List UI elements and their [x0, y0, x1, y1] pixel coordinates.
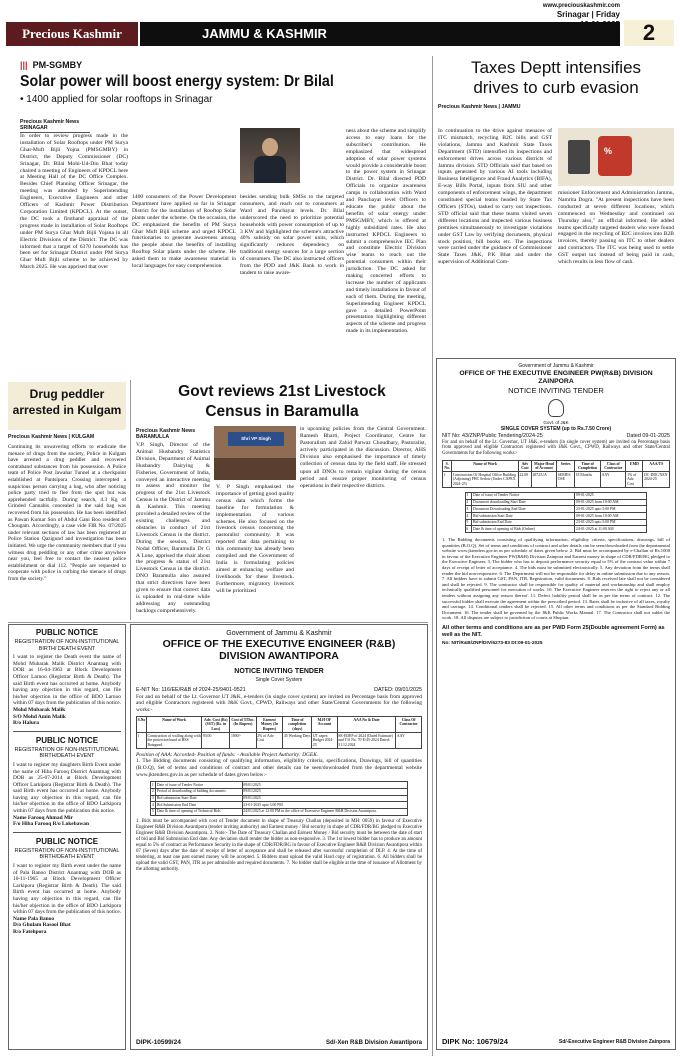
table-cell: AAY: [396, 733, 422, 749]
solar-col2: 1400 consumers of the Power Development Department have applied so far in Srinagar District for the installation of Rooftop Solar plants under the scheme. On the occasion, the DC emphasized the benefits of PM Surya Ghar Muft Bijli scheme and urged KPDCL functionaries to generate awareness among the people about the benefits of installing Rooftop Solar plants under the scheme. He asked them to make awareness material in local languages for easy comprehension: [132, 194, 236, 270]
table-cell: AAY: [601, 472, 626, 488]
tax-headline-1: Taxes Deptt intensifies: [470, 58, 642, 77]
table-cell: 93.00: [202, 733, 230, 749]
solar-photo: [240, 128, 300, 183]
table-header-cell: Class Of Contractor: [396, 717, 422, 733]
zn-terms: 1. The Bidding documents consisting of qualifying information, eligibility criteria, specifications, drawings, bill of quantities (B.O.Q), Set of terms and conditions of contract and other details can be seen/downloaded from the departmental website www.jktenders.gov.in as per schedule of dates given below. 2. Bid must be accompanied by e-Challan of Rs.1000 in favour of the Executive Engineer PW(R&B) Division Zainpora and Earnest money in shape of CDR/FDR/BG pledged to the Executive Engineer. 3. The bidder who has to deposit performance security equal to 5% of the contract value within 7 days of receipt of letter of acceptance. 4. The bids must be submitted electronically. 5. Any deviation from the terms shall render the bid non-responsive. 6. The Department will not be responsible for delay in online submission due to any reason. 7. All bidders have to submit GST, PAN, ITR, Registration, valid documents. 8. Bids received late shall not be considered and shall be rejected. 9. The contractor shall be responsible for quality of material and workmanship and shall employ technically qualified personnel for execution of works. 10. The Executive Engineer reserves the right to reject any or all tenders without assigning any reason thereof. 11. Defect liability period shall be as per the terms of contract. 12. The successful bidder shall execute the agreement within the prescribed period. 13. Rates shall be inclusive of all taxes, royalty and carriage. 14. Conditional tenders shall be rejected. 15. All other terms and conditions as per the Standard Bidding Document. 16. The tender shall be governed by the J&K Public Works Manual. 17. The Contractor shall not sublet the work. 18. All disputes are subject to jurisdiction of courts at Shopian.: [442, 536, 670, 621]
drug-body: Continuing its unwavering efforts to eradicate the menace of drugs from the society, Police in Kulgam have arrested a drug peddler and recovered contraband substances from his possession. A Police team of Police Post Jawahar Tunnel at a checkpoint established at Pantsipora Crossing intercepted a suspicious person carrying a bag, who after noticing police party tried to flee from the spot but was apprehended tactfully. During search, 4.3 Kg of Grinded Cannabis concealed in the said bag was recovered from his possession. He has been identified as Pawan Kumar Son of Abdul Gani Boo resident of Chougam. Accordingly, a case vide FIR No. 07/2025 under relevant sections of law has been registered at Police Station Qazigund and investigation has been initiated. We urge the community members that if you witness drug peddling or any other crime anywhere near you, feel free to contact the nearest police establishment or dial 112. "People are requested to cooperate with police in curbing the menace of drugs from the society.": [8, 444, 126, 582]
table-cell: Document Downloading End Date: [472, 506, 575, 513]
table-cell: 09/01/2025: [242, 788, 407, 795]
table-cell: 1: [443, 472, 452, 488]
notice-header-2: PUBLIC NOTICE: [35, 735, 99, 745]
awn-sub: Single Cover System: [255, 677, 303, 683]
table-header-cell: Major Head of Account: [532, 460, 557, 471]
awn-sign: Sd/-Xen R&B Division Awantipora: [325, 1040, 422, 1046]
drug-headline-box: [8, 382, 126, 430]
notice-1-title: REGISTRATION OF NON-INSTITUTIONAL BIRTH/ DEATH EVENT: [14, 639, 120, 652]
notice-2-sign: Name Farooq Ahmad Mir F/o Hiba Farooq R/o Lokebawan: [13, 814, 89, 828]
table-header-cell: Time of completion (days): [283, 717, 312, 733]
zn-nit-line: NIT No: 43/ZNP/Public Tendering/2024-25 Dated 09-01-2025: [442, 433, 670, 439]
table-cell: 09/01/2025: [242, 782, 407, 789]
table-cell: UT capex Budget 2024-25: [312, 733, 337, 749]
vertical-divider: [432, 56, 433, 1056]
tax-story: [438, 58, 674, 110]
awn-dates-table: [150, 781, 407, 815]
table-header-cell: M.H OF Account: [312, 717, 337, 733]
notice-1-sign: Mohd Mubarak Malik S/O Mohd Amin Malik R/o Halura: [13, 706, 66, 727]
table-cell: 2% of Adv. Cost: [256, 733, 283, 749]
table-header-cell: AAA/TS: [643, 460, 670, 471]
emblem-icon: [548, 399, 564, 417]
livestock-story: [136, 382, 428, 422]
awn-title: NOTICE INVITING TENDER: [234, 668, 324, 675]
table-header-cell: Cost of T/Doc. (In Rupees): [230, 717, 256, 733]
table-cell: Construction of walling along with the protection bund at HSS Batagund.: [147, 733, 201, 747]
table-header-cell: AAA No & Date: [337, 717, 396, 733]
livestock-banner: Shri VP Singh: [228, 432, 284, 446]
awn-p2: 1. Bids must be accompanied with cost of Tender document in shape of Treasury Challan (deposited in MH: 0059) in favour of Executive Engineer R&B Division Awantipora (tender inviting authority) and Earnest money / Bid security in shape of CDR/FDR/BG pledged to Executive Engineer R&B Division Awantipora. 2. Note:- The Date of Treasury Challan and Earnest Money / Bid security must be between the date of start of bid and Bid Submission End date. Any deviation shall render the bidder as non-responsive. 3. The 1st lowest bidder has to produce an amount equal to 5% of contract as Performance Security in the shape of CDR/FDR/BG in favour of Executive Engineer R&B Division Awantipora within 07 (Seven) days after the date of receipt of letter of acceptance and shall be released after successful completion of DLP. 4. At the time of tendering, at least one past earned money will be accepted. 5. Bidders must upload the valid Hard copy of registration. 6. All bidders shall be upload the valid GST, PAN, ITR as per admissible and required documents. 7. No bidder shall be eligible at the time of issuance of Allotment by the allotting authority.: [136, 818, 422, 872]
zn-title: NOTICE INVITING TENDER: [508, 386, 604, 395]
table-cell: 4872/UA: [532, 472, 557, 488]
solar-kicker: ||| PM-SGMBY: [20, 60, 83, 70]
table-cell: 23-01-2025 upto 5:00 PM: [575, 519, 647, 526]
table-header-cell: S.No: [137, 717, 147, 733]
table-header-cell: Series: [557, 460, 575, 471]
table-cell: Bid Submission End Date: [156, 802, 242, 809]
notice-2-body: I want to register my daughters Birth Event under the name of Hiba Farooq District Anantnag with DOB as 25-07-2014 at Block Development Officer Larkipora (Registrar Birth & Death). The said Birth event has occurred at home. Anybody having any objection in this regard, can file his/her objection in the office of BDO Larkipora within 07 days from the publication this notice.: [13, 761, 121, 815]
date-row: [151, 795, 407, 802]
table-cell: 4: [465, 512, 472, 519]
livestock-col2: V. P Singh emphasised the importance of getting good quality census data which forms the baseline for formulation & implementation of various schemes. He also focused on the livestock census concerning the pastoralist community. It was reported that data pertaining to this community has already been compiled and the Government of India is formulating policies aimed at enhancing welfare and livelihoods for these livestock. Furthermore, migratory livestock will be prioritized: [216, 484, 294, 594]
livestock-col1: V.P. Singh, Director of the Animal Husbandry Statistics Division, Department of Animal Husbandry Dairying & Fisheries, Government of India, conveyed an interactive meeting to assess and monitor the progress of the 21st Livestock Census in the District of Jammu & Kashmir. This meeting provided a detailed review of the existing challenges and obstacles in conduct of 21st Livestock Census in the district. During the session, District Nodal Officer, Baramulla Dr G A Lone, apprised the chair about the progress & status of 21st Livestock Census in the district. DNO Baramulla also assured that strict directives have been given to ensure that correct data is uploaded in real-time while addressing any outstanding backlogs comprehensively.: [136, 442, 210, 614]
zn-sub: SINGLE COVER SYSTEM (up to Rs.7.50 Crore): [500, 426, 612, 432]
solar-col4-text: ness about the scheme and simplify access to easy loans for the subscriber's contribution. He emphasized that widespread adoption of solar power systems would provide a considerable boost to the power system in Srinagar District. Dr. Bilal directed PDD Officials to organize awareness camps in collaboration with Ward and Panchayat level Officers to educate the public about the benefits of solar energy under PMSGMBY, which is offered at highly subsidized rates. He also instructed KPDCL Engineers to submit a comprehensive IEC Plan and constitute Electric Division wise teams to reach out the potential consumers within their jurisdiction.: [346, 128, 426, 273]
date-line: Srinagar | Friday: [556, 10, 620, 19]
table-cell: 3: [151, 796, 154, 801]
tax-col1: In continuation to the drive against menaces of ITC mismatch, recycling B2C bills and GST violations, Jammu and Kashmir State Taxes Department (STD) intensified its inspections and enforcement drives across various districts of Jammu division. STD Officials said that based on inputs generated by various AI tools including Business Intelligence and Fraud Analytics (BIFA), E-way Bills Portal, inputs from SIU and other components of enforcement wings, the department constituted special teams headed by State Tax Officers (STOs), tasked to carry out inspections. STD official said that these teams visited seven different locations and inspected various business premises simultaneously to investigate violations under GST Law by verifying documents, physical stock position, bill books etc. The inspections were carried under the guidance of Commissioner State Taxes J&K, P.K Bhat and under the supervision of Additional Com-: [438, 128, 552, 266]
date-row: [151, 802, 407, 809]
table-cell: Date of issue of Tender Notice: [156, 782, 242, 789]
awn-p1: 1. The Bidding documents consisting of qualifying information, eligibility criteria, specifications, Drawings, bill of quantities (B.O.Q), Set of terms and conditions of contract and other details can be seen/downloaded from the departmental website www.jktenders.gov.in as per schedule of dates given below:-: [136, 758, 422, 778]
table-cell: 09-01-2025 from 10:00 AM: [575, 512, 647, 519]
table-cell: Date & time of opening of Bids (Online): [472, 526, 575, 533]
notice-header-1: PUBLIC NOTICE: [35, 628, 99, 637]
h-divider: [8, 622, 428, 623]
table-cell: 3: [465, 506, 472, 513]
date-row: [151, 782, 407, 789]
notice-3-sign: Name Pala Banoo D/o Ghulam Rasool Bhat R/o Fatehpora: [13, 915, 71, 935]
solar-col3: besides sending bulk SMSs to the targeted consumers, and reach out to consumers at Ward and Panchayat levels. Dr. Bilal underscored the need to prioritize potential households with power consumption of up to 3 KW and highlighted the scheme's attractive 40% subsidy on solar power units, which significantly reduces dependency on traditional energy sources for a large section of consumers. The DC also instructed officers from the PDD and J&K Bank to work in tandem to raise aware-: [240, 194, 344, 276]
table-cell: Date of issue of Tender Notice: [472, 492, 575, 499]
date-row: [465, 526, 646, 533]
date-row: [465, 512, 646, 519]
table-cell: 45 Working Days: [283, 733, 312, 749]
solar-headline: Solar power will boost energy system: Dr Bilal: [20, 73, 334, 90]
table-cell: Date & time of opening of Technical Bids: [156, 808, 242, 815]
zn-sign: Sd/-Executive Engineer R&B Division Zainpora: [558, 1039, 670, 1045]
table-cell: Bid submission End Date: [472, 519, 575, 526]
table-cell: Bid submission Start Date: [156, 795, 242, 802]
table-cell: DC-DDC/XEN 2024-25: [643, 472, 670, 488]
awn-intro: For and on behalf of the Lt. Governor UT J&K, e-tenders (in single cover system) are invited on Percentage basis from approved and eligible Contractors registered with J&K Govt., CPWD, Railways and other State/Central Governments for the following works:-: [136, 693, 422, 713]
section-name: JAMMU & KASHMIR: [140, 22, 620, 46]
table-cell: 5: [151, 809, 154, 814]
table-cell: 1: [465, 492, 472, 499]
awn-gov: Government of Jammu & Kashmir: [226, 630, 332, 637]
solar-col5-text: The DC asked for making concerted efforts to increase the number of applicants and timely installations in favour of each of them. During the meeting, Superintending Engineer KPDCL gave a detailed PowerPoint presentation highlighting different aspects of the scheme and progress made in its implementation.: [346, 266, 427, 335]
date-row: [151, 808, 407, 815]
zn-works-table: [442, 460, 670, 488]
solar-dateline: SRINAGAR: [20, 125, 90, 133]
date-row: [151, 788, 407, 795]
awn-position: Position of AAA: Accorded- Position of funds: - Available Project Authority: DGEK.: [136, 751, 319, 758]
table-cell: 6: [465, 526, 472, 533]
drug-byline: Precious Kashmir News | KULGAM: [8, 434, 95, 440]
tax-col2: missioner Enforcement and Administration Jammu, Namrita Dogra. "At present inspections have been conducted at seven different locations, which commenced on Wednesday and continued on Thursday also," an official informed. He added teams specifically targeted dealers who were found engaged in the recycling of B2C invoices into B2B invoices, thereby passing on ITC to other dealers and contractors. The ITC was being used to settle GST output tax instead of being paid in cash, which results in less flow of cash.: [558, 190, 674, 266]
tender-zainpora: [436, 358, 676, 1050]
table-cell: 23-01-2025 upto 5:00 PM: [575, 506, 647, 513]
table-cell: 2: [465, 499, 472, 506]
table-cell: 2: [151, 789, 154, 794]
table-cell: 5: [465, 519, 472, 526]
brand-logo: Precious Kashmir: [6, 22, 138, 46]
awn-nit-line: E-NIT No: 116/EE/R&B of 2024-25/9401-9521 DATED: 09/01/2025: [136, 687, 422, 693]
table-cell: 09-01-2025: [575, 492, 647, 499]
awn-division: DIVISION AWANTIPORA: [219, 650, 339, 662]
awn-works-table: [136, 716, 422, 748]
drug-headline: Drug peddler arrested in Kulgam: [12, 387, 122, 417]
table-cell: 1000/-: [230, 733, 256, 749]
tax-photo: [558, 128, 674, 186]
zn-gov-sub: Govt. of J&K: [543, 420, 569, 425]
notice-1-body: I want to register the Death event the name of Mohd Mubarak Malik District Anantnag with DOB as 16-04-1963 at Block Development Officer Larnoo (Registrar Birth & Death). The said Birth event has occurred at home. Anybody having any objection in this regard, can file his/her objection in the office of BDO Larnoo within 07 days from the publication of this notice.: [13, 654, 121, 707]
page-number: 2: [624, 20, 674, 46]
zn-dipk: DIPK No: 10679/24: [442, 1037, 508, 1046]
notice-2-title: REGISTRATION OF NON-INSTITUTIONAL BIRTH/DEATH EVENT: [14, 746, 120, 760]
tender-awantipora: [130, 624, 428, 1050]
table-header-cell: Name of Work: [452, 460, 519, 471]
table-cell: 24-01-2025 at 11:00 AM: [575, 526, 647, 533]
zn-final: All other terms and conditions are as per PWD Form 25(Double agreement Form) as well as the NIT.: [442, 624, 665, 638]
livestock-headline-2: Census in Baramulla: [205, 403, 359, 420]
table-cell: Period of downloading of bidding documents: [156, 788, 242, 795]
solar-col-right: [346, 128, 426, 378]
table-cell: 1% of Adv. Cost: [626, 472, 643, 488]
public-notices: [8, 624, 126, 1050]
table-cell: 1: [137, 733, 147, 749]
date-row: [465, 519, 646, 526]
tax-tag-icon: %: [604, 146, 613, 156]
table-cell: 4: [151, 802, 154, 807]
table-cell: 24/01/2025 at 12:00 PM in the office of Executive Engineer R&B Division Awantipora.: [242, 808, 407, 815]
notice-3-title: REGISTRATION OF NON-INSTITUTIONAL BIRTH/DEATH EVENT: [14, 847, 120, 861]
livestock-headline-1: Govt reviews 21st Livestock: [178, 383, 386, 400]
table-cell: 1: [151, 782, 154, 787]
tax-byline: Precious Kashmir News | JAMMU: [438, 104, 521, 110]
zn-office: OFFICE OF THE EXECUTIVE ENGINEER PW(R&B) DIVISION ZAINPORA: [459, 370, 653, 385]
table-header-cell: Adv Cost: [518, 460, 531, 471]
tax-headline-2: drives to curb evasion: [473, 78, 639, 97]
zn-dates-table: [465, 492, 647, 533]
date-row: [465, 506, 646, 513]
table-cell: Construction Of Hospital Office Building (Adjoining) PHC Sedow (Under CAPEX 2024-25): [452, 472, 519, 488]
table-cell: 09/01/2025: [242, 795, 407, 802]
masthead: [0, 0, 680, 46]
table-header-cell: S. No.: [444, 461, 450, 471]
solar-byline: Precious Kashmir News: [20, 119, 80, 125]
table-header-cell: Class of Contractor: [601, 460, 626, 471]
website[interactable]: www.preciouskashmir.com: [542, 3, 620, 9]
table-header-cell: Name of Work: [146, 717, 201, 733]
date-row: [465, 499, 646, 506]
table-cell: Document downloading Start Date: [472, 499, 575, 506]
livestock-col3: in upcoming policies from the Central Government. Ramesh Bharti, Project Coordinator, Centre for Pastoralism and Zahid Parwaz Choudhary, Pastoralist, actively participated in the discussion. Director, AHS Division also emphasised the importance of timely collection of census data by the field staff. He stressed upon all DNOs to remain vigilant during the census period and ensure proper monitoring of census operations in their respective districts.: [300, 426, 426, 489]
table-cell: 09-01-2025 from 10:00 AM: [575, 499, 647, 506]
solar-col1: In order to review progress made in the installation of Solar Rooftops under PM Surya Ghar-Muft Bijli Yojna (PMSGMBY) in District, the Deputy Commissioner (DC) Srinagar, Dr. Bilal Mohi-Ud-Din Bhat today chaired a meeting of Engineers of KPDCL here at Meeting Hall of the DC Office Complex. Besides Chief Planning Officer Srinagar, the meeting was attended by Superintending Engineers, Executive Engineers and other Officers of Kashmir Power Distribution Corporation Limited (KPDCL). At the outset, the DC took a firsthand appraisal of the progress made in installation of Solar Rooftops under PM Surya Ghar Muft Bijli Yojana in all Electric Divisions of the District. The DC was informed that a target of 6370 households has been set for Srinagar District under PM Surya Ghar Muft Bijli scheme to be achieved by March 2025. He was apprised that over: [20, 133, 128, 271]
table-header-cell: EMD: [626, 460, 643, 471]
zn-gov: Government of Jammu & Kashmir: [518, 363, 594, 369]
table-header-cell: Time of Completion: [575, 460, 601, 471]
table-header-cell: Earnest Money (In Rupees): [256, 717, 283, 733]
table-cell: 18 Months: [575, 472, 601, 488]
table-cell: Bid submission Start Date: [472, 512, 575, 519]
zn-intro: For and on behalf of the Lt. Governor, UT J&K, e-tenders (in single cover system) are invited on Percentage basis from approved and eligible Contractors registered with J&K Govt., CPWD, Railways and other State/Central Governments for the following works:-: [442, 439, 670, 457]
solar-subhead: • 1400 applied for solar rooftops in Srinagar: [20, 94, 213, 105]
table-header-cell: Adv. Cost (Rs) (SST) (Rs. in Lacs): [202, 717, 230, 733]
date-row: [465, 492, 646, 499]
livestock-byline: Precious Kashmir News BARAMULLA: [136, 428, 196, 440]
table-cell: SE-EDEP of 2024 (Dated Estimate) and T/S No. 70-E/45-2024 Dated: 31.12.2024: [337, 733, 396, 749]
awn-office: OFFICE OF THE EXECUTIVE ENGINEER (R&B): [162, 638, 396, 650]
table-cell: 22.08: [518, 472, 531, 488]
notice-3-body: I want to register my Birth event under the name of Pala Banoo District Anantnag with DOB as 10-11-1965 at Block Development Officer Larkipora (Registrar Birth & Death). The said Birth event has occurred at home. Anybody having any objection in this regard, can file his/her objection in the office of BDO Larkipora within 07 days from the publication of this notice.: [13, 863, 121, 916]
livestock-photo: [214, 426, 296, 480]
table-cell: SERIES OSE: [557, 472, 575, 488]
awn-dipk: DIPK-10599/24: [136, 1039, 181, 1046]
drug-divider: [130, 380, 131, 620]
table-cell: 23-01-2025 upto 3.00 PM: [242, 802, 407, 809]
zn-no: No: NIT/R&B/ZNP/DIV/6273-83 Dt:09-01-2025: [442, 640, 543, 646]
notice-header-3: PUBLIC NOTICE: [35, 836, 99, 846]
